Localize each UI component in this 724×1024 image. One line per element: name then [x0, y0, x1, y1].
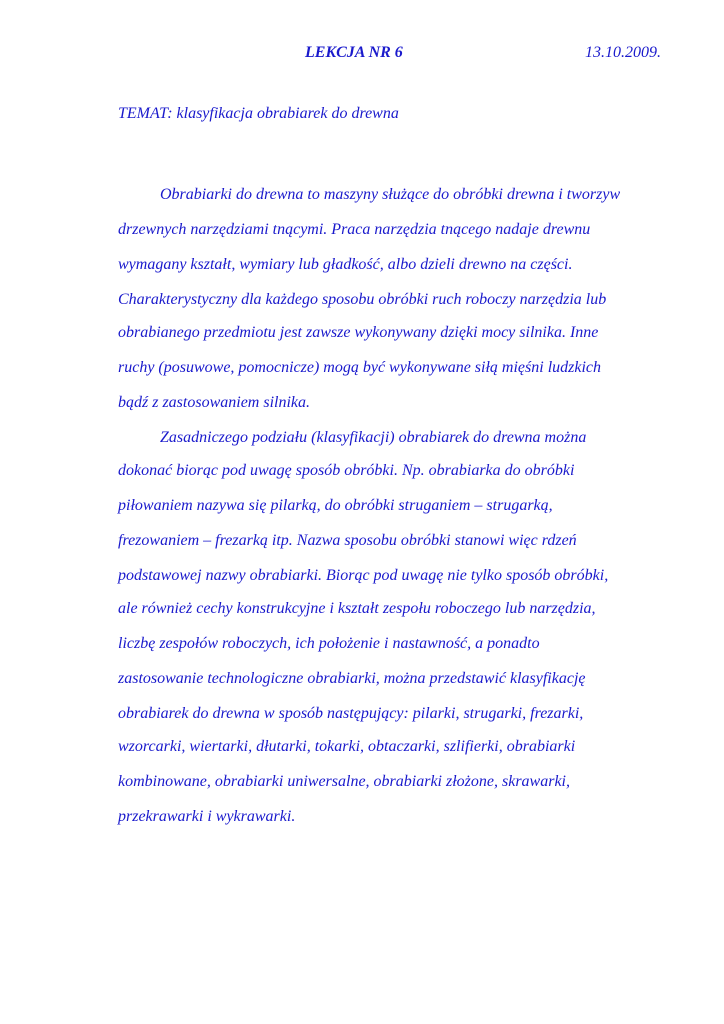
lesson-date: 13.10.2009.: [585, 44, 661, 61]
paragraph-line: przekrawarki i wykrawarki.: [118, 808, 296, 825]
paragraph-line: zastosowanie technologiczne obrabiarki, można przedstawić klasyfikację: [118, 670, 586, 687]
paragraph-line: podstawowej nazwy obrabiarki. Biorąc pod uwagę nie tylko sposób obróbki,: [118, 567, 609, 584]
paragraph-line: obrabianego przedmiotu jest zawsze wykonywany dzięki mocy silnika. Inne: [118, 324, 599, 341]
paragraph-line: drzewnych narzędziami tnącymi. Praca narzędzia tnącego nadaje drewnu: [118, 221, 591, 238]
paragraph-line: Charakterystyczny dla każdego sposobu obróbki ruch roboczy narzędzia lub: [118, 291, 607, 308]
paragraph-line: wzorcarki, wiertarki, dłutarki, tokarki, obtaczarki, szlifierki, obrabiarki: [118, 738, 576, 755]
paragraph-line: obrabiarek do drewna w sposób następujący: pilarki, strugarki, frezarki,: [118, 705, 584, 722]
paragraph-line: frezowaniem – frezarką itp. Nazwa sposobu obróbki stanowi więc rdzeń: [118, 532, 577, 549]
paragraph-line: liczbę zespołów roboczych, ich położenie i nastawność, a ponadto: [118, 635, 540, 652]
paragraph-line: Obrabiarki do drewna to maszyny służące do obróbki drewna i tworzyw: [160, 186, 621, 203]
paragraph-line: kombinowane, obrabiarki uniwersalne, obrabiarki złożone, skrawarki,: [118, 773, 570, 790]
lesson-title: LEKCJA NR 6: [305, 44, 403, 61]
paragraph-line: ruchy (posuwowe, pomocnicze) mogą być wykonywane siłą mięśni ludzkich: [118, 359, 602, 376]
paragraph-line: bądź z zastosowaniem silnika.: [118, 394, 311, 411]
paragraph-line: Zasadniczego podziału (klasyfikacji) obrabiarek do drewna można: [160, 429, 587, 446]
paragraph-line: dokonać biorąc pod uwagę sposób obróbki. Np. obrabiarka do obróbki: [118, 462, 575, 479]
paragraph-line: wymagany kształt, wymiary lub gładkość, albo dzieli drewno na części.: [118, 256, 573, 273]
paragraph-line: ale również cechy konstrukcyjne i kształt zespołu roboczego lub narzędzia,: [118, 600, 596, 617]
lesson-topic: TEMAT: klasyfikacja obrabiarek do drewna: [118, 105, 399, 122]
paragraph-line: piłowaniem nazywa się pilarką, do obróbki struganiem – strugarką,: [118, 497, 553, 514]
